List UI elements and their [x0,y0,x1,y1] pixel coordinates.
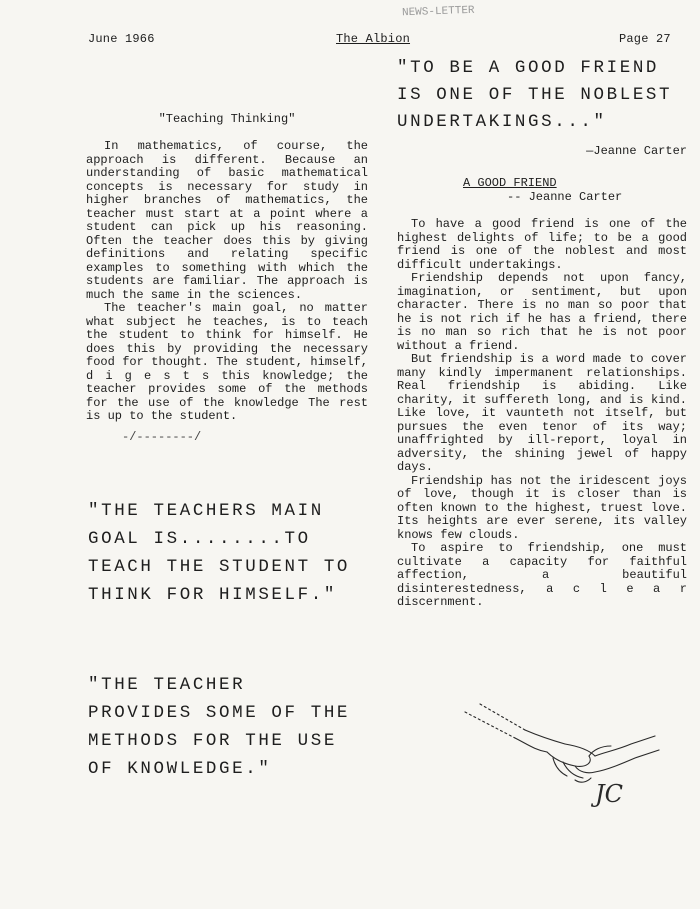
left-column [86,112,368,444]
left-paragraph-2: The teacher's main goal, no matter what subject he teaches, is to teach the student to think for himself. He does this by providing the necessary food for thought. The student, himself, d i g e s t s this knowledge; the teacher provides some of the methods for the use of the knowledge The rest is up to the student. [86,301,368,423]
right-paragraph-5: To aspire to friendship, one must cultivate a capacity for faithful affection, a beautiful disinterestedness, a c l e a r discernment. [397,541,687,609]
right-paragraph-3: But friendship is a word made to cover many kindly impermanent relationships. Real friendship is abiding. Like charity, it suffereth long, and is kind. Like love, it vaunteth not itself, but pursues the even tenor of its way; unaffrighted by ill-report, loyal in adversity, the shining jewel of happy days. [397,352,687,474]
right-paragraph-1: To have a good friend is one of the highest delights of life; to be a good friend is one of the noblest and most difficult undertakings. [397,217,687,272]
section-divider: -/--------/ [122,429,202,444]
left-article-title: "Teaching Thinking" [158,112,296,126]
header-page-number: Page 27 [619,32,671,46]
right-article-byline: -- Jeanne Carter [507,190,623,204]
pull-quote-friend: "TO BE A GOOD FRIEND IS ONE OF THE NOBLEST UNDERTAKINGS..." [397,58,673,132]
pull-quote-main-goal: "THE TEACHERS MAIN GOAL IS........TO TEACH THE STUDENT TO THINK FOR HIMSELF." [88,501,351,605]
right-article-title: A GOOD FRIEND [463,176,557,190]
left-paragraph-1: In mathematics, of course, the approach is different. Because an understanding of basic mathematical concepts is necessary for study in higher branches of mathematics, the teacher must start at a point where a student can pick up his reasoning. Often the teacher does this by giving definitions and relating specific examples to something with which the students are familiar. The approach is much the same in the sciences. [86,139,368,302]
pull-quote-methods: "THE TEACHER PROVIDES SOME OF THE METHODS FOR THE USE OF KNOWLEDGE." [88,675,351,779]
header-publication: The Albion [336,32,411,46]
header-date: June 1966 [88,32,155,46]
quote-attribution: —Jeanne Carter [586,144,687,158]
clasped-hands-sketch [455,700,665,820]
right-paragraph-2: Friendship depends not upon fancy, imagination, or sentiment, but upon character. There is no man so poor that he is not rich if he has a friend, there is no man so rich that he is not poor without a friend. [397,271,687,353]
right-column [397,55,687,610]
right-paragraph-4: Friendship has not the iridescent joys of love, though it is closer than is often known to the highest, truest love. Its heights are ever serene, its valley knows few clouds. [397,473,687,542]
faded-stamp: NEWS-LETTER [401,4,475,20]
artist-initials: JC [595,780,623,808]
